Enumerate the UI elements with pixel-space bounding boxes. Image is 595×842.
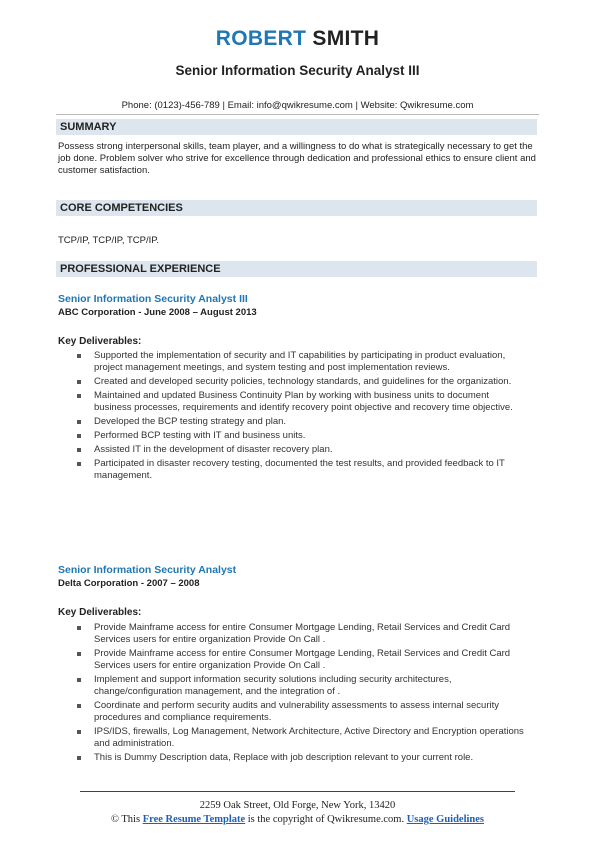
list-item: Implement and support information security solutions including security architectures, change/configuration management, and the integration of . <box>77 674 525 698</box>
last-name: SMITH <box>312 27 380 50</box>
bullet-square-icon <box>77 420 81 424</box>
footer-copyright <box>0 813 595 826</box>
bullet-square-icon <box>77 652 81 656</box>
job-1-company: ABC Corporation - June 2008 – August 2013 <box>58 307 257 318</box>
job-2-deliverables-label: Key Deliverables: <box>58 607 142 618</box>
list-item: IPS/IDS, firewalls, Log Management, Network Architecture, Active Directory and Encryption operations and administration. <box>77 726 525 750</box>
list-item: Supported the implementation of security and IT capabilities by participating in product evaluation, project management meetings, and system testing and post implementation reviews. <box>77 350 525 374</box>
list-item: Provide Mainframe access for entire Consumer Mortgage Lending, Retail Services and Credit Card Services users for entire organization Provide On Call . <box>77 648 525 672</box>
bullet-square-icon <box>77 756 81 760</box>
list-item: Coordinate and perform security audits and vulnerability assessments to assess internal security procedures and compliance requirements. <box>77 700 525 724</box>
job-title: Senior Information Security Analyst III <box>175 63 420 78</box>
bullet-square-icon <box>77 704 81 708</box>
job-2-company: Delta Corporation - 2007 – 2008 <box>58 578 200 589</box>
footer-address: 2259 Oak Street, Old Forge, New York, 13420 <box>199 800 396 811</box>
footer-divider <box>80 791 515 792</box>
job-1-deliverables-label: Key Deliverables: <box>58 336 142 347</box>
list-item: Performed BCP testing with IT and business units. <box>77 430 525 442</box>
bullet-square-icon <box>77 730 81 734</box>
list-item: Created and developed security policies, technology standards, and guidelines for the organization. <box>77 376 525 388</box>
job-1-title: Senior Information Security Analyst III <box>58 293 248 305</box>
free-resume-template-link[interactable]: Free Resume Template <box>142 814 246 825</box>
list-item: Participated in disaster recovery testing, documented the test results, and provided feedback to IT management. <box>77 458 525 482</box>
candidate-name <box>0 26 595 52</box>
bullet-square-icon <box>77 678 81 682</box>
list-item: This is Dummy Description data, Replace with job description relevant to your current role. <box>77 752 525 764</box>
experience-heading: PROFESSIONAL EXPERIENCE <box>56 261 537 277</box>
bullet-square-icon <box>77 462 81 466</box>
bullet-square-icon <box>77 434 81 438</box>
bullet-square-icon <box>77 380 81 384</box>
bullet-square-icon <box>77 394 81 398</box>
first-name: ROBERT <box>215 27 307 50</box>
summary-heading: SUMMARY <box>56 119 537 135</box>
bullet-square-icon <box>77 354 81 358</box>
list-item: Assisted IT in the development of disaster recovery plan. <box>77 444 525 456</box>
copyright-prefix: © This <box>110 814 141 825</box>
competencies-text: TCP/IP, TCP/IP, TCP/IP. <box>58 235 160 246</box>
contact-line: Phone: (0123)-456-789 | Email: info@qwikresume.com | Website: Qwikresume.com <box>121 100 474 111</box>
copyright-middle: is the copyright of Qwikresume.com. <box>247 814 405 825</box>
list-item: Maintained and updated Business Continuity Plan by working with business units to document business processes, requirements and identify recovery point objective and recovery time objective. <box>77 390 525 414</box>
summary-text: Possess strong interpersonal skills, team player, and a willingness to do what is strategically necessary to get the job done. Problem solver who strive for excellence through dedication and professional ethics to ensure client and customer satisfaction. <box>58 141 536 176</box>
list-item: Provide Mainframe access for entire Consumer Mortgage Lending, Retail Services and Credit Card Services users for entire organization Provide On Call . <box>77 622 525 646</box>
competencies-heading: CORE COMPETENCIES <box>56 200 537 216</box>
bullet-square-icon <box>77 626 81 630</box>
usage-guidelines-link[interactable]: Usage Guidelines <box>406 814 485 825</box>
contact-divider <box>56 114 539 115</box>
list-item: Developed the BCP testing strategy and plan. <box>77 416 525 428</box>
job-2-bullet-list <box>77 622 525 766</box>
job-1-bullet-list <box>77 350 525 484</box>
bullet-square-icon <box>77 448 81 452</box>
job-2-title: Senior Information Security Analyst <box>58 564 237 576</box>
